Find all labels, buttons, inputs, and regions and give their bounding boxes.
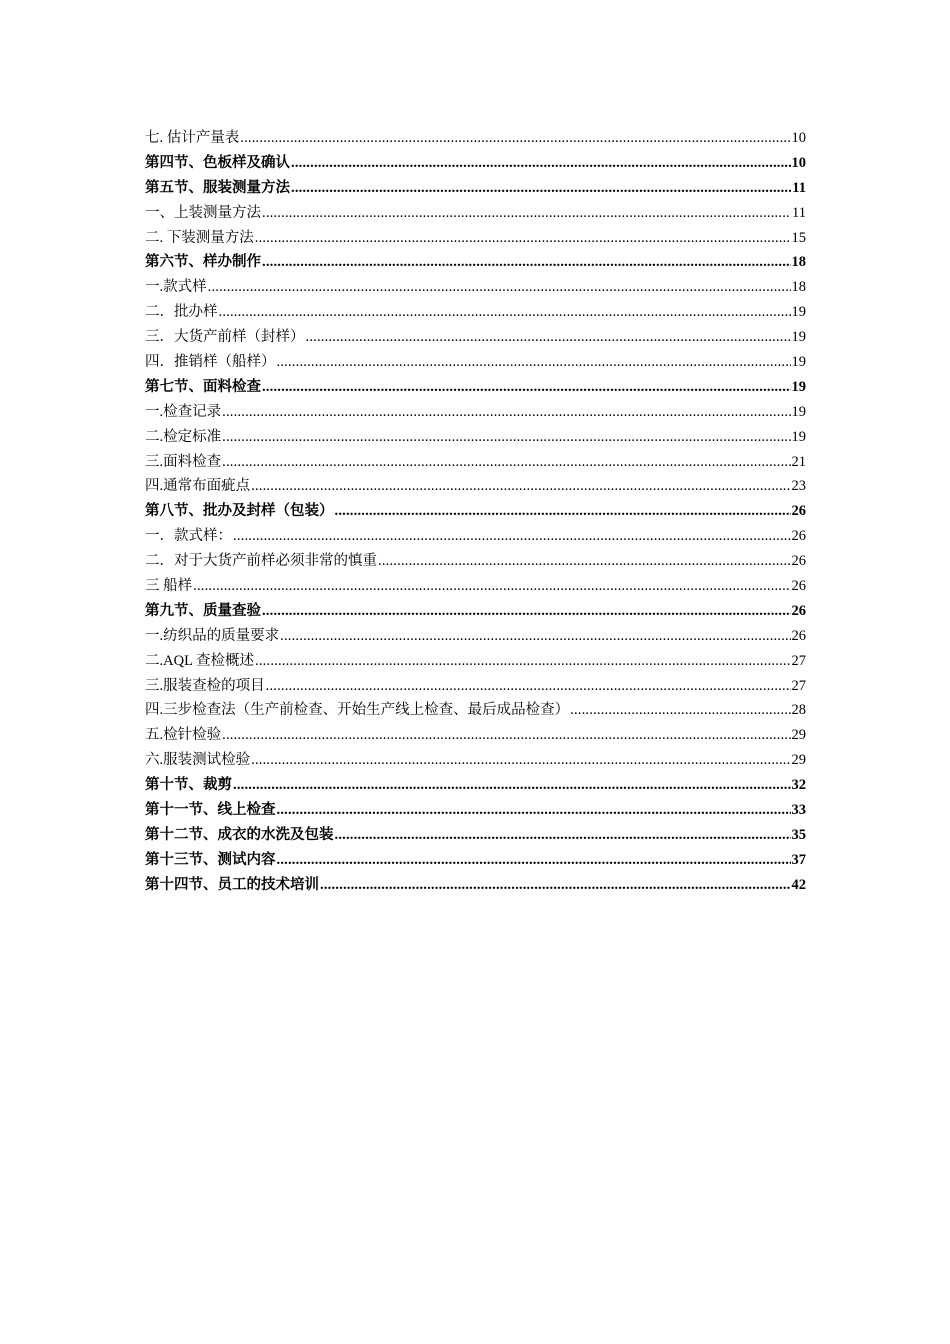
toc-entry-title: 一.检查记录: [145, 403, 222, 420]
toc-subsection-entry[interactable]: [145, 549, 806, 574]
toc-dot-leader: [193, 574, 790, 599]
toc-dot-leader: [306, 325, 791, 350]
toc-entry-page-number: 19: [791, 329, 806, 346]
toc-entry-title: 四.三步检查法（生产前检查、开始生产线上检查、最后成品检查）: [145, 702, 570, 719]
toc-dot-leader: [222, 425, 790, 450]
toc-subsection-entry[interactable]: [145, 201, 806, 226]
toc-entry-page-number: 19: [791, 403, 806, 420]
toc-section-entry[interactable]: [145, 250, 806, 275]
toc-entry-title: 第七节、面料检查: [145, 378, 261, 395]
toc-entry-page-number: 26: [791, 627, 806, 644]
toc-entry-page-number: 10: [791, 130, 806, 146]
toc-entry-title: 一．款式样：: [145, 528, 232, 545]
toc-entry-title: 二.检定标准: [145, 428, 222, 445]
toc-dot-leader: [277, 798, 791, 823]
toc-dot-leader: [233, 773, 791, 798]
toc-entry-title: 第十三节、测试内容: [145, 851, 276, 868]
toc-dot-leader: [233, 524, 791, 549]
toc-subsection-entry[interactable]: [145, 524, 806, 549]
toc-subsection-entry[interactable]: [145, 450, 806, 475]
table-of-contents: [145, 126, 806, 898]
toc-section-entry[interactable]: [145, 798, 806, 823]
toc-entry-page-number: 27: [791, 652, 806, 669]
toc-entry-title: 第五节、服装测量方法: [145, 179, 290, 196]
toc-entry-title: 二．批办样: [145, 304, 218, 321]
toc-dot-leader: [570, 698, 790, 723]
toc-entry-page-number: 32: [791, 777, 806, 794]
toc-entry-page-number: 29: [791, 727, 806, 744]
toc-dot-leader: [255, 226, 791, 251]
toc-entry-page-number: 26: [791, 553, 806, 570]
toc-dot-leader: [277, 350, 791, 375]
toc-subsection-entry[interactable]: [145, 474, 806, 499]
toc-section-entry[interactable]: [145, 823, 806, 848]
toc-entry-title: 三.服装查检的项目: [145, 677, 265, 694]
toc-subsection-entry[interactable]: [145, 325, 806, 350]
toc-entry-page-number: 18: [791, 254, 806, 271]
toc-dot-leader: [262, 250, 791, 275]
toc-entry-title: 五.检针检验: [145, 727, 222, 744]
toc-subsection-entry[interactable]: [145, 723, 806, 748]
toc-section-entry[interactable]: [145, 773, 806, 798]
toc-dot-leader: [262, 599, 791, 624]
toc-dot-leader: [266, 674, 791, 699]
toc-entry-page-number: 26: [791, 578, 806, 595]
toc-dot-leader: [222, 450, 790, 475]
toc-dot-leader: [219, 300, 791, 325]
toc-entry-title: 第十节、裁剪: [145, 777, 232, 794]
toc-entry-page-number: 27: [791, 677, 806, 694]
toc-dot-leader: [251, 748, 790, 773]
toc-entry-title: 一.纺织品的质量要求: [145, 627, 280, 644]
toc-entry-title: 三.面料检查: [145, 453, 222, 470]
toc-entry-page-number: 11: [792, 204, 806, 221]
toc-entry-page-number: 26: [791, 528, 806, 545]
toc-entry-page-number: 26: [791, 503, 806, 520]
toc-entry-title: 一、上装测量方法: [145, 204, 261, 221]
toc-dot-leader: [320, 873, 791, 898]
toc-entry-page-number: 10: [791, 154, 806, 171]
toc-entry-page-number: 15: [791, 229, 806, 246]
toc-entry-title: 四．推销样（船样）: [145, 354, 276, 371]
toc-entry-page-number: 42: [791, 876, 806, 893]
toc-subsection-entry[interactable]: [145, 624, 806, 649]
toc-entry-page-number: 28: [791, 702, 806, 719]
toc-entry-title: 第四节、色板样及确认: [145, 154, 290, 171]
toc-dot-leader: [222, 723, 790, 748]
toc-dot-leader: [291, 151, 791, 176]
toc-entry-page-number: 29: [791, 752, 806, 769]
toc-dot-leader: [255, 649, 790, 674]
toc-section-entry[interactable]: [145, 873, 806, 898]
toc-entry-title: 第九节、质量查验: [145, 602, 261, 619]
toc-subsection-entry[interactable]: [145, 126, 806, 151]
toc-subsection-entry[interactable]: [145, 748, 806, 773]
toc-entry-title: 二. 下装测量方法: [145, 229, 254, 246]
toc-section-entry[interactable]: [145, 599, 806, 624]
toc-section-entry[interactable]: [145, 375, 806, 400]
toc-entry-page-number: 26: [791, 602, 806, 619]
toc-entry-page-number: 37: [791, 851, 806, 868]
toc-dot-leader: [208, 275, 791, 300]
toc-subsection-entry[interactable]: [145, 275, 806, 300]
toc-entry-title: 二.AQL 查检概述: [145, 652, 255, 669]
toc-dot-leader: [291, 176, 791, 201]
toc-subsection-entry[interactable]: [145, 400, 806, 425]
toc-entry-page-number: 35: [791, 826, 806, 843]
toc-section-entry[interactable]: [145, 499, 806, 524]
toc-entry-page-number: 19: [791, 354, 806, 371]
toc-entry-title: 六.服装测试检验: [145, 752, 251, 769]
toc-entry-page-number: 21: [791, 453, 806, 470]
toc-entry-page-number: 18: [791, 279, 806, 296]
toc-entry-page-number: 19: [791, 304, 806, 321]
toc-entry-title: 一.款式样: [145, 279, 207, 296]
toc-entry-title: 第十四节、员工的技术培训: [145, 876, 319, 893]
toc-section-entry[interactable]: [145, 151, 806, 176]
toc-subsection-entry[interactable]: [145, 350, 806, 375]
toc-dot-leader: [222, 400, 790, 425]
toc-section-entry[interactable]: [145, 176, 806, 201]
toc-subsection-entry[interactable]: [145, 674, 806, 699]
toc-dot-leader: [262, 201, 791, 226]
toc-subsection-entry[interactable]: [145, 574, 806, 599]
toc-entry-page-number: 19: [791, 378, 806, 395]
toc-entry-page-number: 19: [791, 428, 806, 445]
toc-dot-leader: [262, 375, 791, 400]
toc-entry-title: 四.通常布面疵点: [145, 478, 251, 495]
toc-dot-leader: [335, 823, 791, 848]
toc-subsection-entry[interactable]: [145, 698, 806, 723]
toc-entry-title: 七. 估计产量表: [145, 130, 240, 146]
toc-entry-title: 二．对于大货产前样必须非常的慎重: [145, 553, 377, 570]
toc-entry-title: 第八节、批办及封样（包装）: [145, 503, 334, 520]
toc-entry-page-number: 33: [791, 802, 806, 819]
toc-dot-leader: [277, 848, 791, 873]
toc-entry-page-number: 11: [792, 179, 806, 196]
toc-subsection-entry[interactable]: [145, 425, 806, 450]
toc-dot-leader: [280, 624, 790, 649]
toc-section-entry[interactable]: [145, 848, 806, 873]
toc-entry-title: 第十二节、成衣的水洗及包装: [145, 826, 334, 843]
toc-entry-title: 三 船样: [145, 578, 193, 595]
toc-dot-leader: [378, 549, 791, 574]
toc-entry-title: 第十一节、线上检查: [145, 802, 276, 819]
toc-entry-title: 三．大货产前样（封样）: [145, 329, 305, 346]
toc-subsection-entry[interactable]: [145, 300, 806, 325]
toc-subsection-entry[interactable]: [145, 226, 806, 251]
toc-subsection-entry[interactable]: [145, 649, 806, 674]
toc-entry-page-number: 23: [791, 478, 806, 495]
toc-dot-leader: [335, 499, 791, 524]
toc-entry-title: 第六节、样办制作: [145, 254, 261, 271]
toc-dot-leader: [251, 474, 790, 499]
toc-dot-leader: [240, 126, 790, 151]
